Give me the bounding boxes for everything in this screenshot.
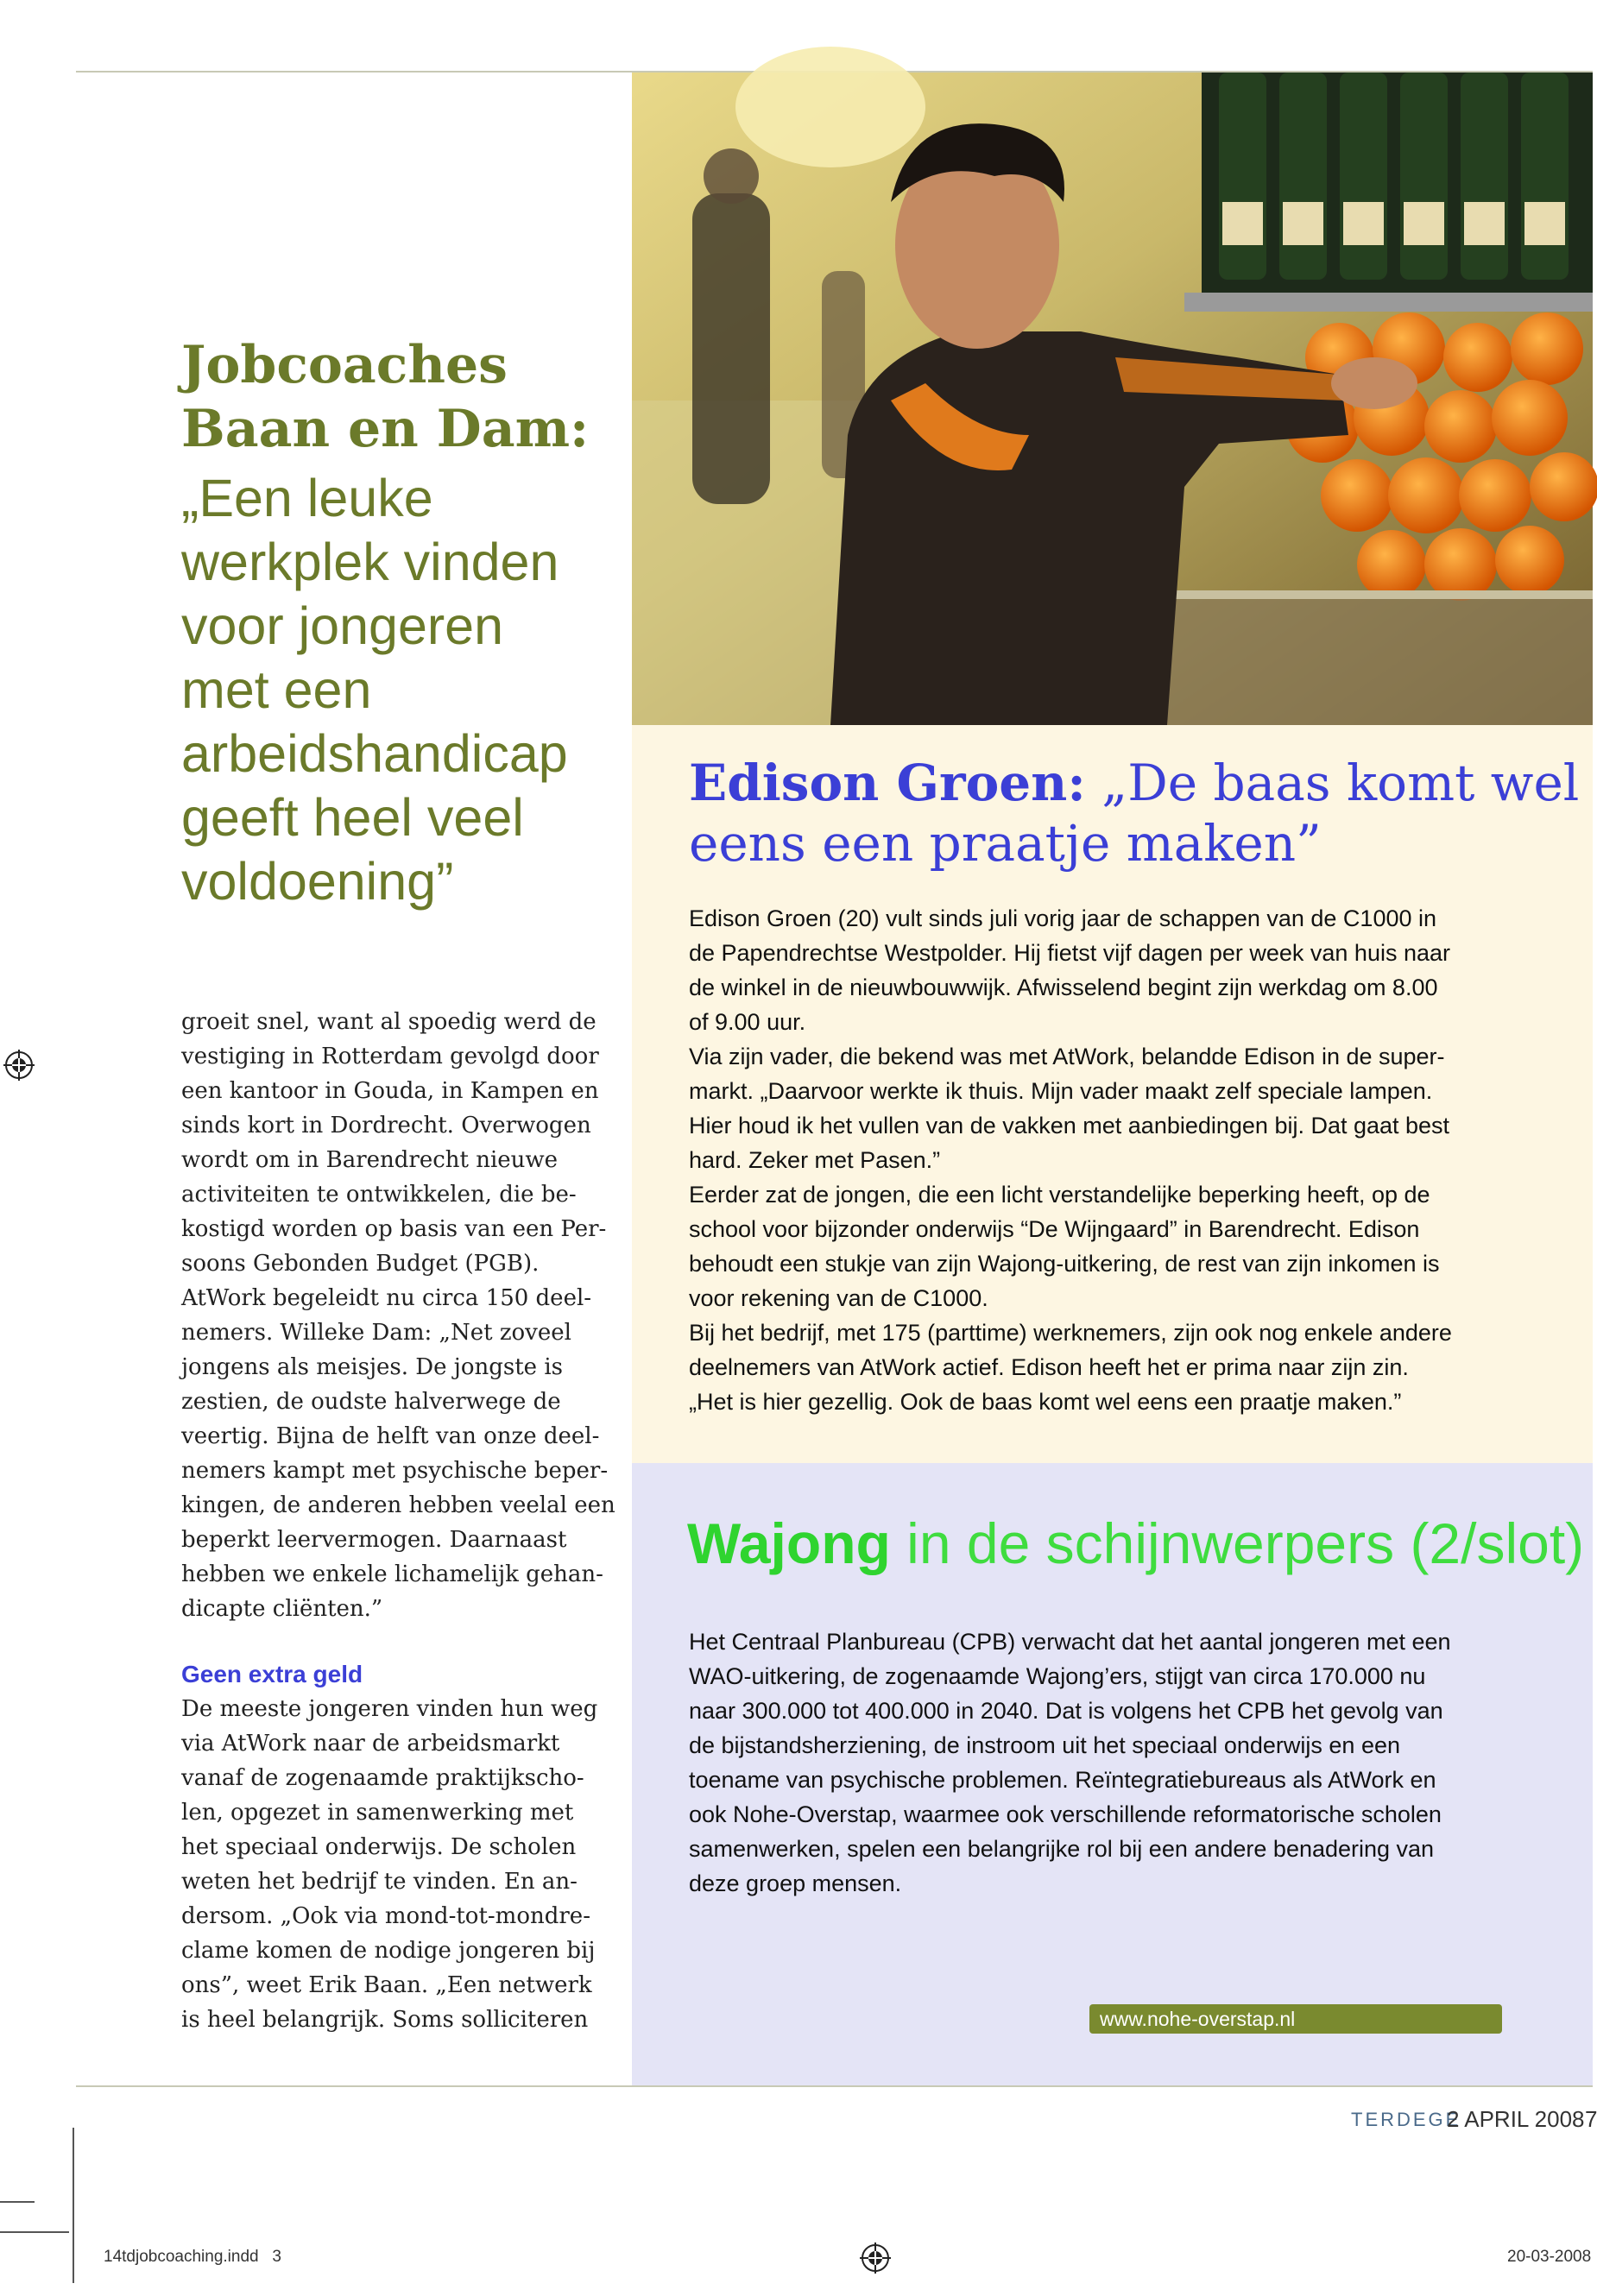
body-line: vanaf de zogenaamde praktijkscho- [181,1765,584,1791]
edison-line: voor rekening van de C1000. [689,1285,988,1311]
body-line: is heel belangrijk. Soms solliciteren [181,2007,589,2033]
edison-line: Edison Groen (20) vult sinds juli vorig jaar de schappen van de C1000 in [689,905,1437,931]
body-line: weten het bedrijf te vinden. En an- [181,1869,578,1895]
edison-body [689,901,1569,1419]
issue-date: 2 APRIL 2008 [1447,2106,1585,2132]
body-line: beperkt leervermogen. Daarnaast [181,1527,567,1553]
body-line: kostigd worden op basis van een Per- [181,1216,607,1242]
body-line: AtWork begeleidt nu circa 150 deel- [181,1285,592,1311]
body-line: het speciaal onderwijs. De scholen [181,1834,577,1860]
page-number: 7 [1585,2106,1597,2132]
body-line: veertig. Bijna de helft van onze deel- [181,1423,600,1449]
article-quote [181,466,630,913]
edison-line: of 9.00 uur. [689,1009,806,1035]
wajong-line: samenwerken, spelen een belangrijke rol bij een andere benadering van [689,1836,1435,1862]
website-link[interactable]: www.nohe-overstap.nl [1100,2008,1296,2030]
slug-date: 20-03-2008 [1507,2248,1592,2266]
edison-line: school voor bijzonder onderwijs “De Wijngaard” in Barendrecht. Edison [689,1216,1420,1242]
body-line: ons”, weet Erik Baan. „Een netwerk [181,1972,592,1998]
edison-line: behoudt een stukje van zijn Wajong-uitkering, de rest van zijn inkomen is [689,1251,1440,1277]
edison-line: „Het is hier gezellig. Ook de baas komt wel eens een praatje maken.” [689,1389,1402,1415]
wajong-line: naar 300.000 tot 400.000 in 2040. Dat is volgens het CPB het gevolg van [689,1698,1443,1724]
photo-illustration [632,73,1593,725]
quote-line: voor jongeren [181,596,504,655]
article-title [181,333,630,461]
title-line: Jobcoaches [181,335,508,395]
edison-line: hard. Zeker met Pasen.” [689,1147,941,1173]
body-line: activiteiten te ontwikkelen, die be- [181,1182,577,1208]
quote-line: arbeidshandicap [181,724,568,783]
wajong-body [689,1624,1569,1901]
body-line: hebben we enkele lichamelijk gehan- [181,1561,603,1587]
bottom-rule [76,2085,1593,2087]
edison-line: Via zijn vader, die bekend was met AtWork, belandde Edison in de super- [689,1044,1445,1069]
body-line: soons Gebonden Budget (PGB). [181,1251,540,1277]
quote-line: werkplek vinden [181,533,559,591]
crop-mark [73,2128,74,2283]
quote-line: met een [181,660,372,719]
wajong-line: WAO-uitkering, de zogenaamde Wajong’ers, stijgt van circa 170.000 nu [689,1663,1426,1689]
body-line: jongens als meisjes. De jongste is [181,1354,563,1380]
wajong-line: de bijstandsherziening, de instroom uit het speciaal onderwijs en een [689,1732,1401,1758]
section-subhead: Geen extra geld [181,1661,363,1687]
supermarket-photo [632,73,1593,725]
edison-line: de Papendrechtse Westpolder. Hij fietst vijf dagen per week van huis naar [689,940,1451,966]
body-line: een kantoor in Gouda, in Kampen en [181,1078,599,1104]
body-line: nemers. Willeke Dam: „Net zoveel [181,1320,571,1346]
body-line: zestien, de oudste halverwege de [181,1389,561,1415]
wajong-title-bold: Wajong [687,1511,891,1575]
wajong-line: toename van psychische problemen. Reïntegratiebureaus als AtWork en [689,1767,1436,1793]
edison-title [689,753,1580,874]
wajong-line: Het Centraal Planbureau (CPB) verwacht dat het aantal jongeren met een [689,1629,1451,1655]
quote-line: „Een leuke [181,469,433,527]
edison-title-bold: Edison Groen: [689,754,1086,812]
wajong-title-rest: in de schijnwerpers (2/slot) [890,1511,1585,1575]
body-line: vestiging in Rotterdam gevolgd door [181,1044,599,1069]
registration-mark-icon [860,2242,891,2274]
magazine-name: TERDEGE [1351,2109,1461,2130]
wajong-title [687,1509,1584,1578]
body-line: via AtWork naar de arbeidsmarkt [181,1731,560,1757]
body-line: groeit snel, want al spoedig werd de [181,1009,597,1035]
edison-line: Eerder zat de jongen, die een licht verstandelijke beperking heeft, op de [689,1182,1430,1208]
crop-mark [0,2201,35,2203]
edison-line: markt. „Daarvoor werkte ik thuis. Mijn vader maakt zelf speciale lampen. [689,1078,1433,1104]
registration-mark-icon [3,1050,35,1081]
edison-line: deelnemers van AtWork actief. Edison heeft het er prima naar zijn zin. [689,1354,1409,1380]
body-line: nemers kampt met psychische beper- [181,1458,609,1484]
edison-line: de winkel in de nieuwbouwwijk. Afwisselend begint zijn werkdag om 8.00 [689,975,1438,1000]
body-line: sinds kort in Dordrecht. Overwogen [181,1113,591,1139]
edison-line: Bij het bedrijf, met 175 (parttime) werknemers, zijn ook nog enkele andere [689,1320,1452,1346]
body-line: len, opgezet in samenwerking met [181,1800,574,1826]
slug-filename: 14tdjobcoaching.indd 3 [104,2248,281,2266]
body-line: De meeste jongeren vinden hun weg [181,1696,598,1722]
edison-line: Hier houd ik het vullen van de vakken met aanbiedingen bij. Dat gaat best [689,1113,1450,1139]
edison-title-line2: eens een praatje maken” [689,814,1322,873]
body-line: kingen, de anderen hebben veelal een [181,1492,615,1518]
quote-line: geeft heel veel [181,788,524,847]
body-line: dersom. „Ook via mond-tot-mondre- [181,1903,590,1929]
body-line: wordt om in Barendrecht nieuwe [181,1147,559,1173]
quote-line: voldoening” [181,852,454,911]
wajong-line: ook Nohe-Overstap, waarmee ook verschillende reformatorische scholen [689,1801,1442,1827]
title-line: Baan en Dam: [181,399,590,459]
edison-title-rest: „De baas komt wel [1085,754,1580,812]
body-line: clame komen de nodige jongeren bij [181,1938,596,1964]
article-body-2 [181,1692,613,2037]
wajong-line: deze groep mensen. [689,1870,902,1896]
article-body-1 [181,1005,613,1626]
crop-mark [0,2231,69,2233]
body-line: dicapte cliënten.” [181,1596,383,1622]
